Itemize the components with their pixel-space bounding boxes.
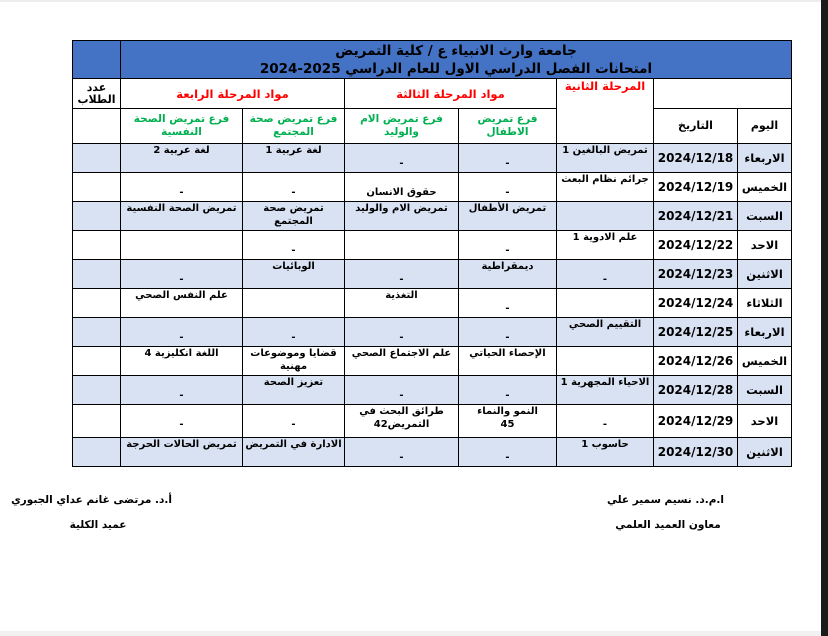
subject-line: طرائق البحث في	[359, 406, 444, 417]
date-cell: 2024/12/18	[654, 144, 738, 173]
community-cell	[243, 347, 345, 376]
subject-line: -	[399, 274, 404, 285]
header-spacer	[654, 79, 792, 109]
mental-cell	[121, 289, 243, 318]
date-cell: 2024/12/19	[654, 173, 738, 202]
pediatric-cell	[459, 289, 557, 318]
community-cell	[243, 173, 345, 202]
assistant-dean-name: ا.م.د. نسيم سمير علي	[606, 494, 724, 506]
date-cell: 2024/12/30	[654, 438, 738, 467]
stage-header-row	[73, 79, 792, 109]
students-cell	[73, 173, 121, 202]
subject-line	[121, 376, 242, 389]
pediatric-cell	[459, 438, 557, 467]
subject-line	[459, 144, 556, 157]
branch-header-pediatric: فرع تمريض الاطفال	[459, 109, 557, 144]
day-cell: السبت	[738, 202, 792, 231]
mental-cell	[121, 260, 243, 289]
subject-line	[121, 173, 242, 186]
date-cell: 2024/12/22	[654, 231, 738, 260]
students-cell	[73, 438, 121, 467]
subject-line	[243, 318, 344, 331]
subject-line: -	[505, 390, 510, 401]
students-cell	[73, 231, 121, 260]
pediatric-cell	[459, 173, 557, 202]
subject-line	[459, 289, 556, 302]
table-row	[73, 173, 792, 202]
subject-line: علم الادوية 1	[572, 232, 638, 243]
stage2-cell	[557, 202, 654, 231]
maternal-cell	[345, 318, 459, 347]
stage3-header: مواد المرحلة الثالثة	[345, 79, 557, 109]
date-cell: 2024/12/29	[654, 405, 738, 438]
subject-line: جرائم نظام البعث	[561, 174, 649, 185]
community-cell	[243, 376, 345, 405]
subject-line: تمريض الأطفال	[468, 203, 547, 214]
subject-line: تمريض الحالات الحرجة	[126, 439, 237, 450]
stage2-cell	[557, 318, 654, 347]
subject-line: -	[291, 245, 296, 256]
day-cell: الخميس	[738, 347, 792, 376]
subject-line: -	[399, 390, 404, 401]
community-cell	[243, 202, 345, 231]
table-row	[73, 144, 792, 173]
subject-line: -	[505, 303, 510, 314]
date-cell: 2024/12/25	[654, 318, 738, 347]
date-cell: 2024/12/26	[654, 347, 738, 376]
subject-line: -	[291, 419, 296, 430]
subject-line: -	[179, 274, 184, 285]
community-cell	[243, 405, 345, 438]
table-title	[121, 41, 792, 79]
mental-cell	[121, 438, 243, 467]
stage2-cell	[557, 376, 654, 405]
subject-line: -	[505, 332, 510, 343]
signature-block-right	[606, 494, 724, 532]
subject-line	[243, 173, 344, 186]
university-title: جامعة وارث الانبياء ع / كلية التمريض	[335, 42, 577, 59]
subject-line	[459, 173, 556, 186]
branch-header-maternal: فرع تمريض الام والوليد	[345, 109, 459, 144]
students-cell	[73, 376, 121, 405]
table-row	[73, 438, 792, 467]
mental-cell	[121, 376, 243, 405]
stage2-cell	[557, 438, 654, 467]
title-band-spacer	[73, 41, 121, 79]
community-cell	[243, 260, 345, 289]
subject-line: 45	[500, 419, 515, 430]
stage2-cell	[557, 289, 654, 318]
day-cell: الثلاثاء	[738, 289, 792, 318]
subject-line	[243, 405, 344, 418]
page-edge-top	[0, 0, 821, 2]
subject-line: ديمقراطية	[481, 261, 534, 272]
title-row	[73, 41, 792, 79]
stage2-header: المرحلة الثانية	[557, 79, 654, 144]
day-cell: الاربعاء	[738, 144, 792, 173]
stage2-cell	[557, 231, 654, 260]
subject-line: لغة عربية 2	[153, 145, 210, 156]
pediatric-cell	[459, 144, 557, 173]
students-cell	[73, 347, 121, 376]
subject-line: التمريض42	[373, 419, 430, 430]
subject-line: النمو والنماء	[477, 406, 538, 417]
pediatric-cell	[459, 318, 557, 347]
subject-line	[459, 376, 556, 389]
stage2-cell	[557, 260, 654, 289]
subject-line	[345, 438, 458, 451]
subject-line: -	[399, 452, 404, 463]
students-cell	[73, 289, 121, 318]
dean-name: أ.د. مرتضى غانم عداي الجبوري	[11, 494, 172, 506]
signature-block-left	[11, 494, 172, 532]
maternal-cell	[345, 405, 459, 438]
students-count-header: عدد الطلاب	[73, 79, 121, 109]
subject-line: -	[505, 187, 510, 198]
pediatric-cell	[459, 231, 557, 260]
day-cell: الخميس	[738, 173, 792, 202]
exam-schedule-table	[72, 40, 792, 467]
students-cell	[73, 260, 121, 289]
subject-line: تعزيز الصحة	[263, 377, 324, 388]
subject-line: الاحياء المجهرية 1	[560, 377, 650, 388]
mental-cell	[121, 202, 243, 231]
dean-title: عميد الكلية	[69, 519, 127, 531]
subject-line: -	[179, 187, 184, 198]
table-row	[73, 202, 792, 231]
subject-line: -	[179, 419, 184, 430]
day-cell: الاحد	[738, 405, 792, 438]
subject-line	[345, 376, 458, 389]
students-cell	[73, 405, 121, 438]
exam-subtitle: امتحانات الفصل الدراسي الاول للعام الدراسي 2025-2024	[259, 60, 653, 77]
subject-line	[345, 318, 458, 331]
date-cell: 2024/12/23	[654, 260, 738, 289]
table-row	[73, 376, 792, 405]
community-cell	[243, 289, 345, 318]
day-cell: الاثنين	[738, 438, 792, 467]
maternal-cell	[345, 347, 459, 376]
subject-line	[459, 231, 556, 244]
students-cell	[73, 318, 121, 347]
subject-line: الوبائيات	[272, 261, 315, 272]
mental-cell	[121, 318, 243, 347]
table-row	[73, 318, 792, 347]
maternal-cell	[345, 231, 459, 260]
date-cell: 2024/12/21	[654, 202, 738, 231]
stage4-header: مواد المرحلة الرابعة	[121, 79, 345, 109]
table-row	[73, 231, 792, 260]
page-edge-bottom	[0, 631, 821, 636]
subject-line	[557, 260, 653, 273]
table-row	[73, 289, 792, 318]
maternal-cell	[345, 376, 459, 405]
subject-line: تمريض الام والوليد	[355, 203, 448, 214]
subject-line: التقييم الصحي	[568, 319, 642, 330]
subject-line: -	[602, 274, 608, 285]
stage2-cell	[557, 173, 654, 202]
maternal-cell	[345, 289, 459, 318]
subject-line	[121, 405, 242, 418]
subject-line: علم النفس الصحي	[135, 290, 228, 301]
maternal-cell	[345, 144, 459, 173]
subject-line: -	[505, 452, 510, 463]
subject-line	[345, 144, 458, 157]
table-row	[73, 405, 792, 438]
stage2-cell	[557, 405, 654, 438]
branch-header-mental: فرع تمريض الصحة النفسية	[121, 109, 243, 144]
subject-line: علم الاجتماع الصحي	[351, 348, 452, 359]
students-cell	[73, 202, 121, 231]
stage2-cell	[557, 347, 654, 376]
subject-line: -	[505, 245, 510, 256]
community-cell	[243, 438, 345, 467]
subject-line	[345, 173, 458, 186]
subject-line: الإحصاء الحياتي	[469, 348, 546, 359]
stage2-cell	[557, 144, 654, 173]
subject-line	[121, 260, 242, 273]
subject-line: تمريض صحة المجتمع	[263, 203, 324, 227]
subject-line: الادارة في التمريض	[245, 439, 342, 450]
subject-line: -	[179, 390, 184, 401]
branch-header-community: فرع تمريض صحة المجتمع	[243, 109, 345, 144]
subject-line: -	[291, 332, 296, 343]
maternal-cell	[345, 438, 459, 467]
date-header: التاريخ	[654, 109, 738, 144]
window-edge-right	[821, 0, 828, 636]
maternal-cell	[345, 260, 459, 289]
table-row	[73, 347, 792, 376]
subject-line: -	[399, 332, 404, 343]
subject-line: قضايا وموضوعات مهنية	[250, 348, 337, 372]
maternal-cell	[345, 202, 459, 231]
subject-line	[557, 405, 653, 418]
branch-header-row	[73, 109, 792, 144]
table-row	[73, 260, 792, 289]
subject-line	[243, 231, 344, 244]
subject-line: -	[505, 158, 510, 169]
day-cell: الاثنين	[738, 260, 792, 289]
students-header-spacer	[73, 109, 121, 144]
maternal-cell	[345, 173, 459, 202]
subject-line: حاسوب 1	[581, 439, 629, 450]
subject-line	[121, 318, 242, 331]
date-cell: 2024/12/24	[654, 289, 738, 318]
subject-line	[459, 318, 556, 331]
day-cell: الاربعاء	[738, 318, 792, 347]
day-cell: السبت	[738, 376, 792, 405]
pediatric-cell	[459, 202, 557, 231]
subject-line: -	[399, 158, 404, 169]
date-cell: 2024/12/28	[654, 376, 738, 405]
day-header: اليوم	[738, 109, 792, 144]
community-cell	[243, 144, 345, 173]
pediatric-cell	[459, 347, 557, 376]
subject-line: -	[291, 187, 296, 198]
subject-line: التغذية	[385, 290, 418, 301]
students-cell	[73, 144, 121, 173]
assistant-dean-title: معاون العميد العلمي	[615, 519, 721, 531]
subject-line: -	[602, 419, 608, 430]
subject-line: اللغة انكليزية 4	[144, 348, 219, 359]
subject-line: لغة عربية 1	[265, 145, 322, 156]
subject-line	[459, 438, 556, 451]
mental-cell	[121, 231, 243, 260]
mental-cell	[121, 173, 243, 202]
pediatric-cell	[459, 376, 557, 405]
community-cell	[243, 318, 345, 347]
subject-line: تمريض الصحة النفسية	[126, 203, 237, 214]
subject-line: تمريض البالغين 1	[562, 145, 648, 156]
pediatric-cell	[459, 260, 557, 289]
subject-line	[345, 260, 458, 273]
pediatric-cell	[459, 405, 557, 438]
mental-cell	[121, 405, 243, 438]
mental-cell	[121, 144, 243, 173]
mental-cell	[121, 347, 243, 376]
subject-line: حقوق الانسان	[366, 187, 437, 198]
day-cell: الاحد	[738, 231, 792, 260]
subject-line: -	[179, 332, 184, 343]
community-cell	[243, 231, 345, 260]
